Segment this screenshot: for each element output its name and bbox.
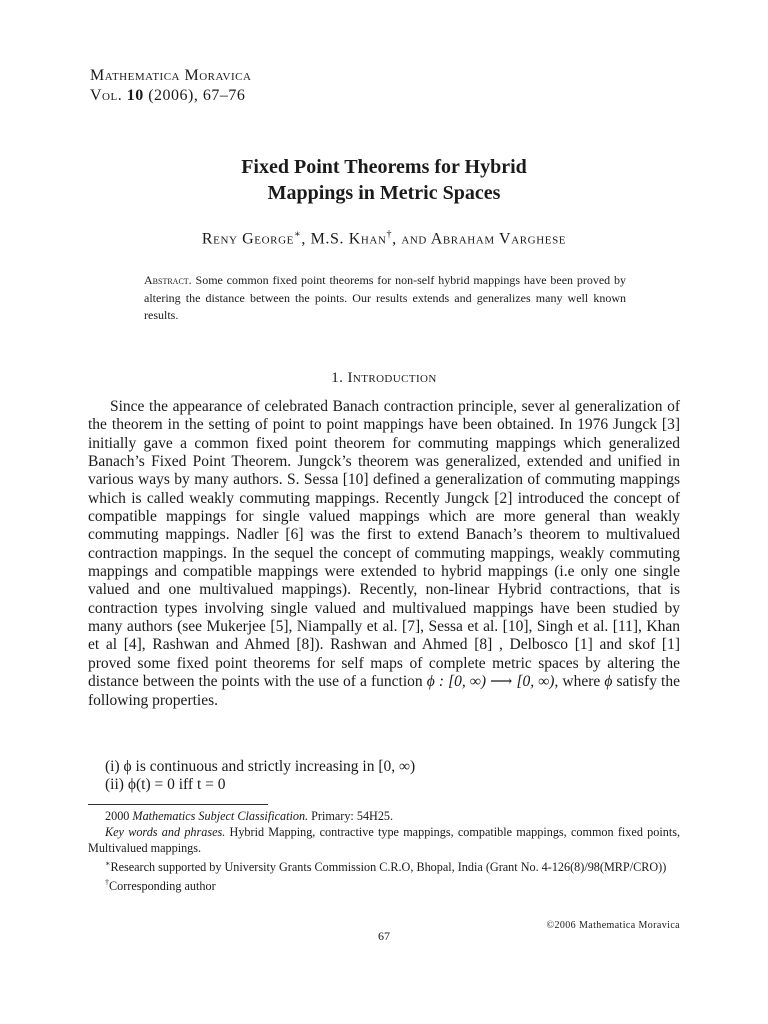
condition-list <box>105 758 415 795</box>
keywords-text: Hybrid Mapping, contractive type mappings, compatible mappings, common fixed points, Multivalued mappings. <box>88 825 680 855</box>
condition-label: (ii) <box>105 776 124 794</box>
page-number: 67 <box>378 929 390 943</box>
author-separator-1: , <box>301 230 311 248</box>
title-line-1: Fixed Point Theorems for Hybrid <box>241 156 527 178</box>
author-list <box>0 229 768 248</box>
paper-title <box>0 154 768 206</box>
abstract-text: Some common fixed point theorems for non-self hybrid mappings have been proved by altering the distance between the points. Our results extends and generalizes many well known results. <box>144 273 626 322</box>
introduction-body <box>88 398 680 710</box>
condition-item <box>105 758 415 776</box>
volume-number: 10 <box>126 87 144 104</box>
copyright-notice: ©2006 Mathematica Moravica <box>546 920 680 931</box>
journal-volume <box>90 86 251 106</box>
corresponding-text: Corresponding author <box>109 879 216 894</box>
keywords-label: Key words and phrases. <box>105 825 226 839</box>
intro-text-end: satisfy the following properties. <box>88 673 680 709</box>
abstract-label: Abstract. <box>144 273 192 287</box>
author-1: Reny George <box>201 230 294 248</box>
phi-symbol: ϕ <box>604 673 613 691</box>
msc-label: Mathematics Subject Classification. <box>132 809 309 823</box>
footnote-keywords <box>88 824 680 856</box>
footnote-divider <box>88 804 268 805</box>
condition-text: ϕ(t) = 0 iff t = 0 <box>127 776 226 794</box>
author-separator-2: , and <box>392 230 431 248</box>
section-number: 1. <box>331 370 344 386</box>
title-line-2: Mappings in Metric Spaces <box>267 182 501 204</box>
intro-text-mid: , where <box>554 673 605 691</box>
introduction-paragraph <box>88 398 680 710</box>
condition-label: (i) <box>105 758 120 775</box>
footnote-research-support <box>88 856 680 875</box>
section-title: Introduction <box>347 370 437 386</box>
footnotes <box>88 808 680 894</box>
journal-name: Mathematica Moravica <box>90 67 252 84</box>
author-1-footnote-mark: ∗ <box>293 229 302 240</box>
msc-year: 2000 <box>105 809 133 823</box>
intro-text: Since the appearance of celebrated Banach contraction principle, sever al generalization of the theorem in the setting of point to point mappings have been obtained. In 1976 Jungck [3] initially gave a common fixed point theorem for commuting mappings which generalized Banach’s Fixed Point Theorem. Jungck’s theorem was generalized, extended and unified in various ways by many authors. S. Sessa [10] defined a generalization of commuting mappings which is called weakly commuting mappings. Recently Jungck [2] introduced the concept of compatible mappings for single valued mappings which are more general than weakly commuting mappings. Nadler [6] was the first to extend Banach’s theorem to multivalued contraction mappings. In the sequel the concept of commuting mappings, weakly commuting mappings and compatible mappings were extended to hybrid mappings (i.e only one single valued and one multivalued mappings). Recently, non-linear Hybrid contractions, that is contraction types involving single valued and multivalued mappings have been studied by many authors (see Mukerjee [5], Niampally et al. [7], Sessa et al. [10], Singh et al. [11], Khan et al [4], Rashwan and Ahmed [8]). Rashwan and Ahmed [8] , Delbosco [1] and skof [1] proved some fixed point theorems for self maps of complete metric spaces by altering the distance between the points with the use of a function <box>88 398 680 691</box>
msc-text: Primary: 54H25. <box>308 809 394 823</box>
author-3: Abraham Varghese <box>430 230 567 248</box>
corresponding-footnote-mark: † <box>105 878 109 888</box>
phi-function-expression: ϕ : [0, ∞) ⟶ [0, ∞) <box>426 673 555 691</box>
volume-year-pages: (2006), 67–76 <box>148 87 246 104</box>
journal-header <box>90 66 251 106</box>
research-text: Research supported by University Grants Commission C.R.O, Bhopal, India (Grant No. 4-126(8)/98(MRP/CRO)) <box>110 860 667 875</box>
section-heading <box>0 370 768 387</box>
footnote-msc <box>88 808 680 824</box>
author-2: M.S. Khan <box>310 230 387 248</box>
research-footnote-mark: ∗ <box>105 859 111 868</box>
condition-text: ϕ is continuous and strictly increasing in [0, ∞) <box>123 758 416 775</box>
footnote-corresponding-author <box>88 875 680 894</box>
volume-prefix: Vol. <box>90 87 123 104</box>
abstract <box>144 272 626 325</box>
author-2-footnote-mark: † <box>386 229 393 240</box>
condition-item <box>105 776 415 794</box>
